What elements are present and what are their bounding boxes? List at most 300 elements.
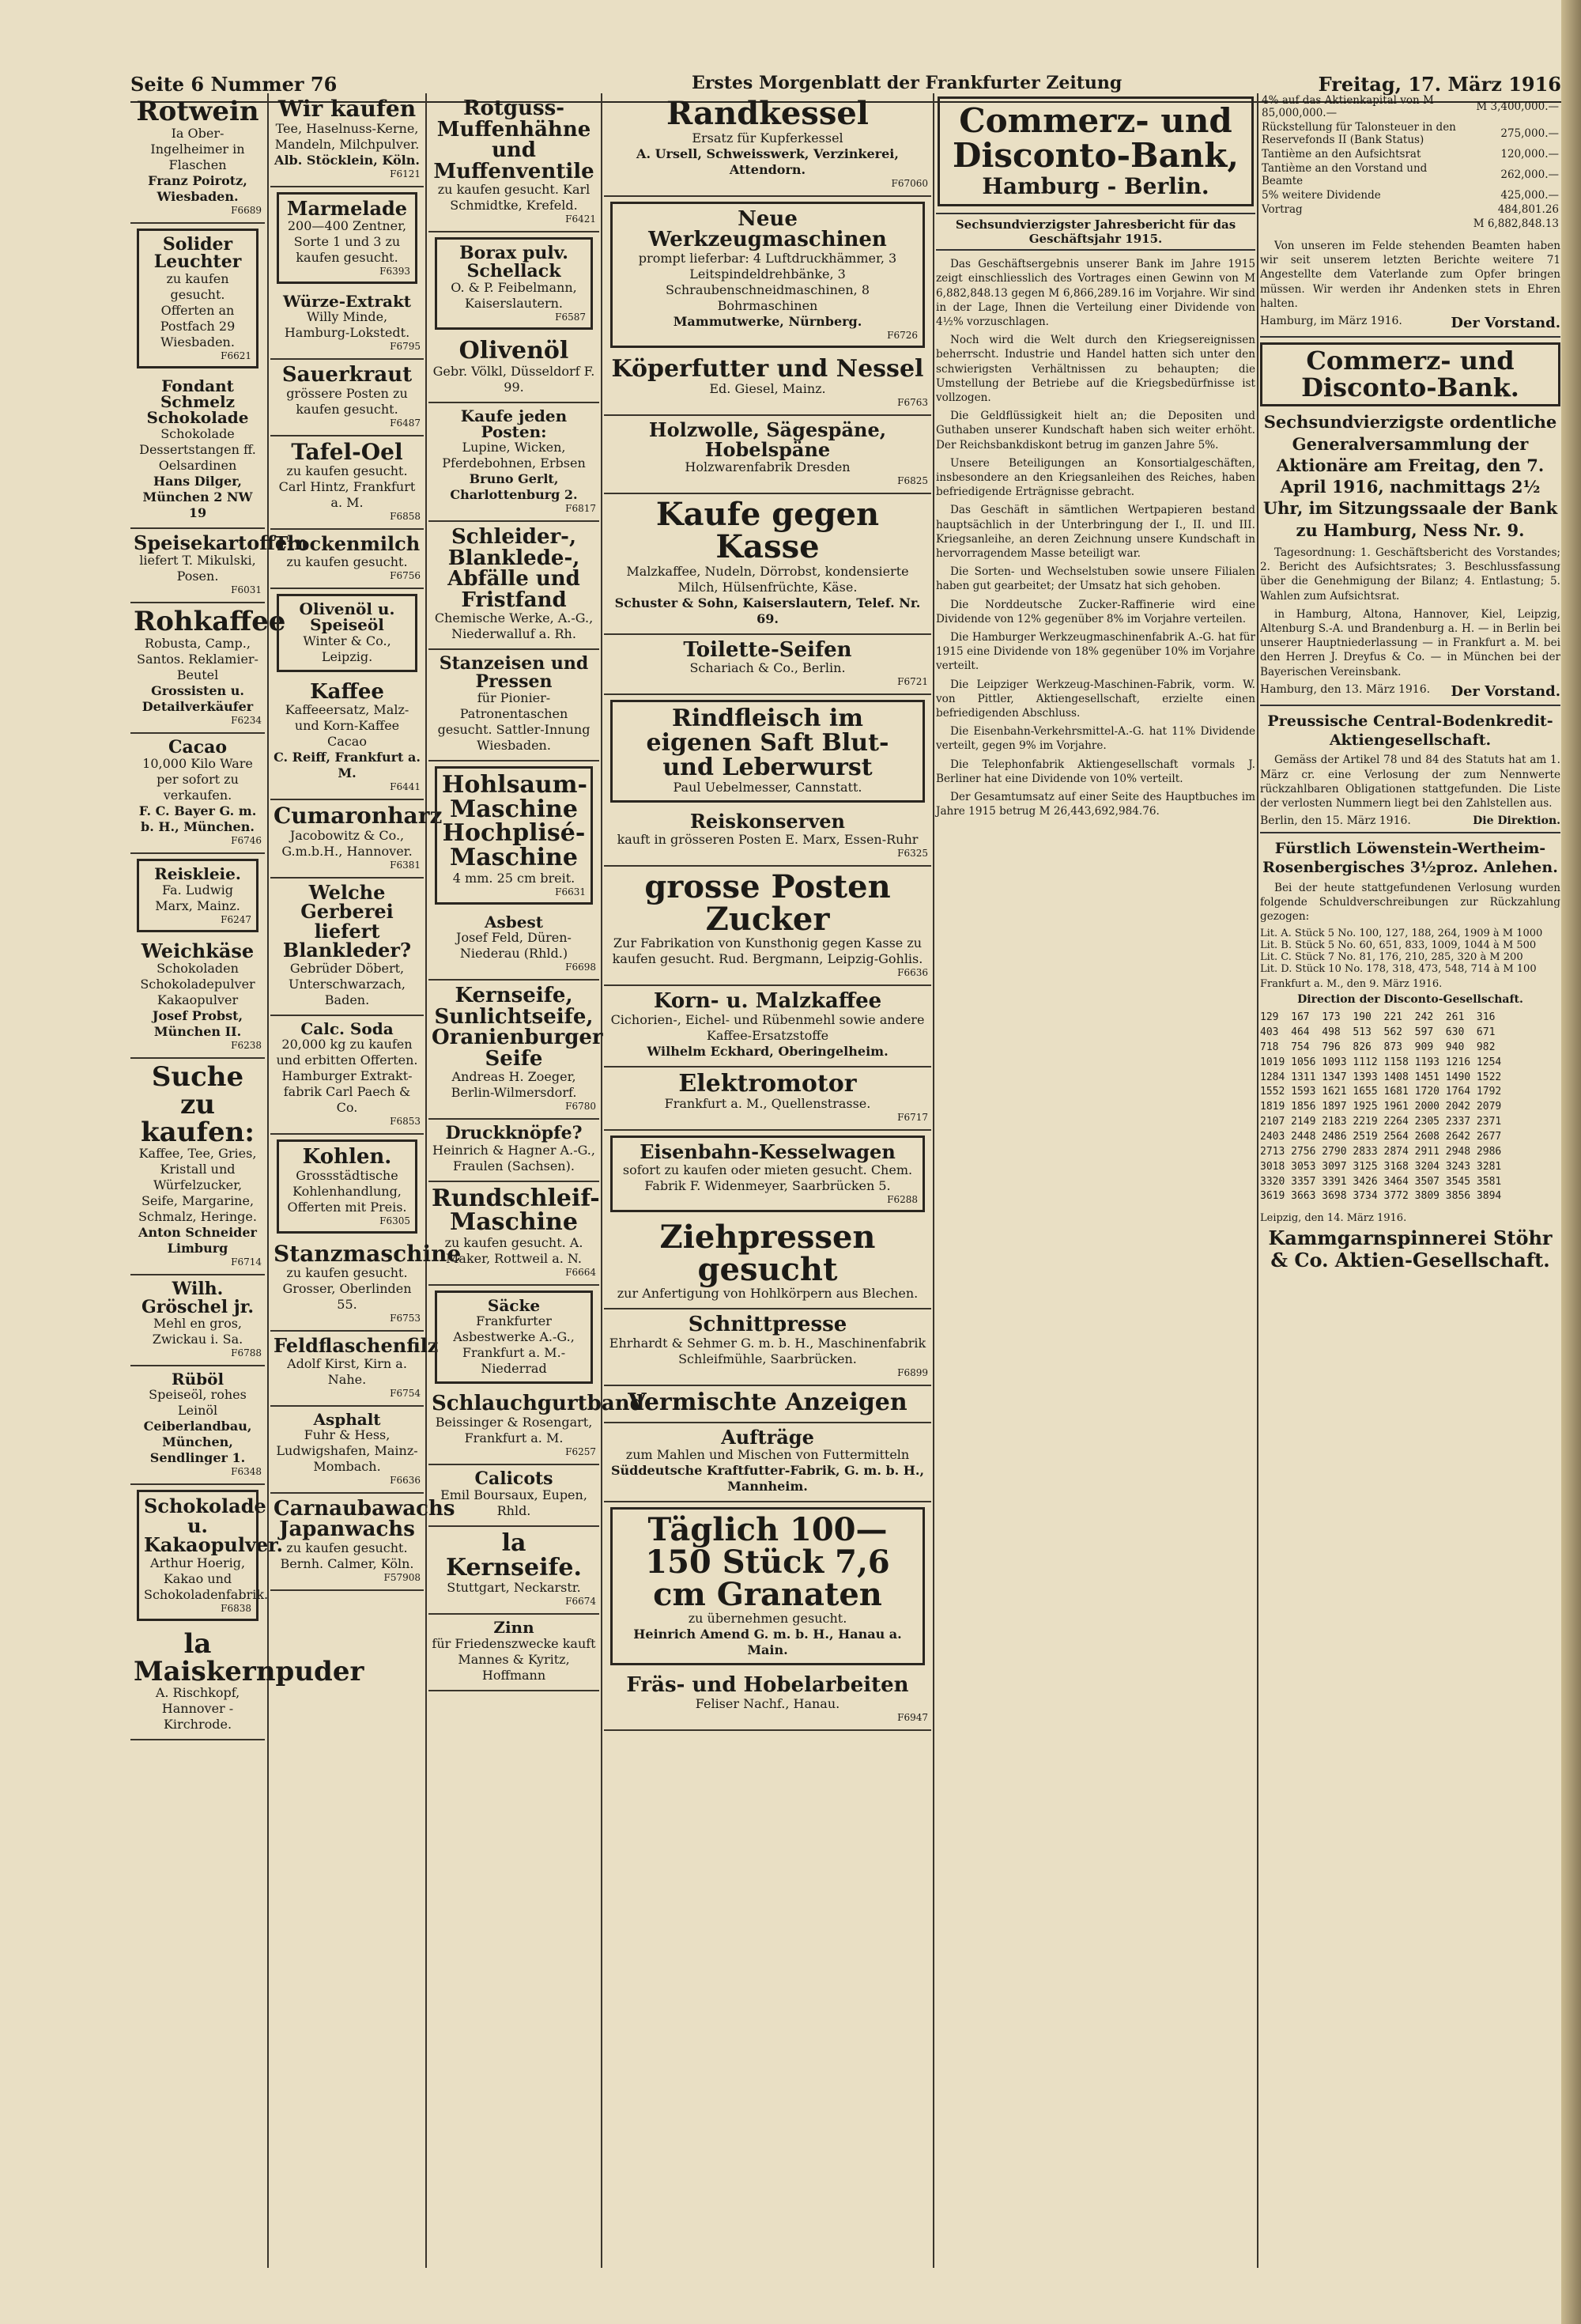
dividend-table — [1260, 93, 1560, 231]
ad-text: Chemische Werke, A.-G., Niederwalluf a. Rh. — [434, 610, 594, 642]
ad-text: kauft in grösseren Posten E. Marx, Essen-Ruhr — [617, 831, 919, 847]
ad-text: liefert T. Mikulski, Posen. — [139, 553, 256, 584]
ad-code: F67060 — [891, 177, 928, 189]
bank-report-heading: Sechsundvierzigster Jahresbericht für das Geschäftsjahr 1915. — [936, 213, 1255, 251]
ad-block — [604, 353, 931, 417]
ad-code: F6698 — [565, 962, 596, 973]
ad-heading: Fräs- und Hobelarbeiten — [626, 1673, 909, 1698]
ad-advertiser: Wilhelm Eckhard, Oberingelheim. — [647, 1043, 889, 1059]
ad-text: Gebrüder Döbert, Unterschwarzach, Baden. — [288, 960, 406, 1007]
ad-heading: la Kernseife. — [446, 1529, 582, 1581]
ad-block — [428, 1465, 599, 1527]
ad-text: Josef Feld, Düren-Niederau (Rhld.) — [456, 930, 572, 962]
ad-heading: Kaffee — [310, 679, 384, 704]
ad-block — [428, 93, 599, 232]
pcb-title: Preussische Central-Bodenkredit-Aktiengesellschaft. — [1267, 712, 1553, 749]
ad-block — [610, 1136, 925, 1211]
ad-block — [137, 1490, 283, 1620]
ad-heading: Druckknöpfe? — [445, 1123, 583, 1144]
ad-text: Paul Uebelmesser, Cannstatt. — [673, 780, 862, 795]
number-row: 3320 3357 3391 3426 3464 3507 3545 3581 — [1260, 1175, 1502, 1188]
ad-heading: Rindfleisch im eigenen Saft Blut- und Leberwurst — [646, 705, 889, 781]
ad-block — [428, 334, 599, 403]
ad-text: 10,000 Kilo Ware per sofort zu verkaufen. — [142, 756, 253, 803]
ad-text: zu kaufen gesucht. Karl Schmidtke, Krefeld. — [437, 182, 591, 214]
number-row: 129 167 173 190 221 242 261 316 — [1260, 1011, 1496, 1024]
number-row: 2403 2448 2486 2519 2564 2608 2642 2677 — [1260, 1130, 1502, 1143]
ad-text: Stuttgart, Neckarstr. — [447, 1580, 581, 1596]
ad-text: Schariach & Co., Berlin. — [689, 660, 846, 676]
ad-heading: Weichkäse — [141, 939, 255, 962]
ad-code: F6717 — [897, 1112, 928, 1124]
ad-heading: Aufträge — [721, 1425, 814, 1449]
ad-block — [270, 360, 424, 436]
ad-block — [277, 192, 417, 284]
ad-text: zu kaufen gesucht. Bernh. Calmer, Köln. — [280, 1540, 414, 1571]
ad-block — [604, 1670, 931, 1731]
ad-heading: Schokolade u. Kakaopulver. — [144, 1495, 283, 1557]
ad-heading: Eisenbahn-Kesselwagen — [640, 1140, 896, 1164]
ad-code: F6726 — [887, 329, 918, 341]
ad-block — [604, 1423, 931, 1502]
stohr-title: Kammgarnspinnerei Stöhr & Co. Aktien-Gesellschaft. — [1268, 1226, 1553, 1272]
number-row: 718 754 796 826 873 909 940 982 — [1260, 1041, 1496, 1053]
ad-heading: la Maiskernpuder — [134, 1627, 364, 1687]
report-paragraph: Die Leipziger Werkzeug-Maschinen-Fabrik, vorm. W. von Pittler, Aktiengesellschaft, erzielte einen befriedigenden Abschluss. — [936, 678, 1255, 720]
ad-code: F6381 — [390, 859, 421, 871]
ad-heading: Calc. Soda — [300, 1018, 394, 1038]
ad-text: Ehrhardt & Sehmer G. m. b. H., Maschinenfabrik Schleifmühle, Saarbrücken. — [609, 1336, 926, 1366]
ad-heading: Borax pulv. Schellack — [459, 243, 568, 282]
ad-block — [428, 522, 599, 650]
dividend-label — [1260, 217, 1472, 231]
report-place: Hamburg, im März 1916. — [1260, 315, 1402, 328]
bank-subtitle: Hamburg - Berlin. — [982, 173, 1209, 200]
ad-advertiser: Bruno Gerlt, Charlottenburg 2. — [450, 471, 578, 503]
ad-block — [270, 879, 424, 1016]
meeting-deposit-places: in Hamburg, Altona, Hannover, Kiel, Leipzig, Altenburg S.-A. und Brandenburg a. H. — in Berlin bei unserer Hauptniederlassung — in Frankfurt a. M. bei den Herren J. Dreyfus & Co. — in München bei der Bayerischen Vereinsbank. — [1260, 607, 1560, 678]
ad-block — [130, 734, 265, 854]
ad-block — [270, 93, 424, 187]
ad-heading: Wir kaufen — [277, 96, 417, 122]
ad-code: F6721 — [897, 676, 928, 688]
ad-heading: Korn- u. Malzkaffee — [653, 989, 882, 1014]
ad-code: F6788 — [231, 1347, 262, 1359]
bank-title: Commerz- und Disconto-Bank, — [953, 101, 1239, 176]
ad-advertiser: C. Reiff, Frankfurt a. M. — [274, 750, 421, 781]
notices-column — [1260, 93, 1560, 2276]
ad-text: zu kaufen gesucht. Offerten an Postfach 29 Wiesbaden. — [160, 270, 236, 350]
dividend-value: 425,000.— — [1500, 189, 1559, 202]
ad-block — [428, 1615, 599, 1691]
ad-heading: Olivenöl u. Speiseöl — [299, 599, 395, 635]
page-edge — [1561, 0, 1581, 2324]
ad-code: F6325 — [897, 847, 928, 859]
loan-row: Lit. C. Stück 7 No. 81, 176, 210, 285, 320 à M 200 — [1260, 951, 1523, 964]
loan-drawn-list — [1260, 928, 1560, 975]
loan-row: Lit. A. Stück 5 No. 100, 127, 188, 264, 1909 à M 1000 — [1260, 928, 1543, 940]
ad-block — [270, 1238, 462, 1332]
ad-text: Andreas H. Zoeger, Berlin-Wilmersdorf. — [451, 1069, 577, 1101]
ad-code: F6838 — [221, 1602, 251, 1614]
ad-advertiser: Ceiberlandbau, München, Sendlinger 1. — [143, 1419, 252, 1466]
number-row: 1284 1311 1347 1393 1408 1451 1490 1522 — [1260, 1071, 1502, 1083]
ad-text: Cichorien-, Eichel- und Rübenmehl sowie andere Kaffee-Ersatzstoffe — [610, 1011, 925, 1043]
meeting-announcement: Sechsundvierzigste ordentliche Generalversammlung der Aktionäre am Freitag, den 7. April 1916, nachmittags 2½ Uhr, im Sitzungssaale der Bank zu Hamburg, Ness Nr. 9. — [1262, 412, 1558, 540]
ad-text: für Pionier-Patronentaschen gesucht. Sattler-Innung Wiesbaden. — [437, 690, 591, 754]
ad-text: zum Mahlen und Mischen von Futtermitteln — [625, 1447, 910, 1463]
ad-code: F6234 — [231, 714, 262, 726]
ad-heading: Tafel-Oel — [291, 438, 403, 465]
report-paragraph: Der Gesamtumsatz auf einer Seite des Hauptbuches im Jahre 1915 betrug M 26,443,692,984.76. — [936, 791, 1255, 818]
ad-heading: Toilette-Seifen — [683, 637, 852, 662]
classified-column-3 — [428, 93, 644, 2276]
ad-text: O. & P. Feibelmann, Kaiserslautern. — [451, 279, 577, 311]
ad-block — [270, 1332, 439, 1406]
ad-heading: Rotwein — [136, 96, 259, 127]
ad-heading: Stanzeisen und Pressen — [439, 653, 589, 692]
ad-text: Beissinger & Rosengart, Frankfurt a. M. — [435, 1414, 593, 1445]
ad-text: Tee, Haselnuss-Kerne, Mandeln, Milchpulver. — [274, 120, 420, 152]
dividend-row — [1260, 217, 1560, 231]
ad-code: F57908 — [383, 1572, 421, 1583]
ad-heading: Kohlen. — [302, 1145, 392, 1170]
ad-text: Lupine, Wicken, Pferdebohnen, Erbsen — [442, 440, 586, 471]
ad-heading: Holzwolle, Sägespäne, Hobelspäne — [648, 418, 887, 461]
ad-block — [130, 1366, 265, 1485]
report-paragraph: Die Norddeutsche Zucker-Raffinerie wird eine Dividende von 12% gegenüber 8% im Vorjahre verteilen. — [936, 598, 1255, 625]
ad-advertiser: Josef Probst, München II. — [152, 1008, 243, 1040]
ad-text: Gebr. Völkl, Düsseldorf F. 99. — [432, 363, 595, 395]
ad-block — [270, 677, 424, 801]
ad-block — [130, 1275, 265, 1366]
ad-text: zu kaufen gesucht. Carl Hintz, Frankfurt a. M. — [278, 463, 416, 511]
ad-heading: Würze-Extrakt — [282, 292, 412, 312]
ad-advertiser: F. C. Bayer G. m. b. H., München. — [138, 803, 257, 835]
ad-block — [435, 237, 593, 330]
dividend-row — [1260, 147, 1560, 161]
ad-heading: Asphalt — [313, 1409, 381, 1429]
ad-block — [610, 1507, 925, 1665]
ad-heading: Ziehpressen gesucht — [659, 1218, 876, 1288]
ad-heading: Kernseife, Sunlichtseife, Oranienburger Seife — [432, 984, 603, 1071]
ad-text: Ed. Giesel, Mainz. — [709, 381, 826, 397]
pcb-place: Berlin, den 15. März 1916. — [1260, 814, 1411, 828]
ad-text: zu übernehmen gesucht. — [688, 1611, 847, 1627]
ad-block — [428, 1120, 599, 1181]
loan-place: Frankfurt a. M., den 9. März 1916. — [1260, 978, 1443, 991]
dividend-row — [1260, 120, 1560, 147]
ad-text: Fuhr & Hess, Ludwigshafen, Mainz-Mombach. — [276, 1427, 418, 1474]
ad-block — [270, 1494, 455, 1591]
ad-code: F6780 — [565, 1101, 596, 1113]
report-paragraph: Das Geschäftsergebnis unserer Bank im Jahre 1915 zeigt einschliesslich des Vortrages einen Gewinn von M 6,882,848.13 gegen M 6,866,289.16 im Vorjahre. Wir sind in der Lage, Ihnen die Verteilung einer Dividende von 4½% vorzuschlagen. — [936, 258, 1255, 328]
stohr-place: Leipzig, den 14. März 1916. — [1260, 1212, 1407, 1225]
loan-row: Lit. B. Stück 5 No. 60, 651, 833, 1009, 1044 à M 500 — [1260, 939, 1537, 952]
bank-report-column — [936, 93, 1255, 2276]
ad-text: 4 mm. 25 cm breit. — [452, 870, 575, 886]
ad-heading: Marmelade — [286, 196, 408, 220]
dividend-label: Vortrag — [1262, 203, 1303, 216]
ad-text: zu kaufen gesucht. A. Maker, Rottweil a. N. — [444, 1234, 583, 1266]
ad-block — [610, 700, 925, 803]
ad-block — [277, 1139, 417, 1234]
ad-block — [604, 93, 931, 197]
ad-advertiser: Süddeutsche Kraftfutter-Fabrik, G. m. b. H., Mannheim. — [610, 1463, 925, 1495]
ad-block — [428, 1389, 644, 1465]
dividend-row — [1260, 93, 1560, 120]
column-rule — [601, 93, 602, 2268]
ad-code: F6853 — [390, 1116, 421, 1128]
number-row: 2107 2149 2183 2219 2264 2305 2337 2371 — [1260, 1116, 1502, 1128]
tribute-text: Von unseren im Felde stehenden Beamten haben wir seit unserem letzten Berichte weitere 71 Angestellte dem Vaterlande zum Opfer bringen müssen. Wir werden ihr Andenken stets in Ehren halten. — [1260, 240, 1560, 310]
ad-code: F6756 — [390, 569, 421, 581]
ad-text: 20,000 kg zu kaufen und erbitten Offerten. Hamburger Extrakt-fabrik Carl Paech & Co. — [276, 1037, 418, 1116]
ad-heading: Sauerkraut — [281, 363, 413, 387]
ad-text: Jacobowitz & Co., G.m.b.H., Hannover. — [281, 827, 413, 859]
ad-text: Adolf Kirst, Kirn a. Nahe. — [287, 1355, 407, 1387]
ad-block — [270, 436, 424, 531]
ad-text: Arthur Hoerig, Kakao und Schokoladenfabrik. — [144, 1555, 269, 1602]
ad-heading: Suche zu kaufen: — [141, 1061, 255, 1148]
ad-heading: Rüböl — [171, 1370, 225, 1389]
ad-block — [428, 909, 599, 981]
ad-code: F6348 — [231, 1466, 262, 1478]
ad-block — [137, 859, 258, 931]
ad-heading: Vermischte Anzeigen — [628, 1389, 907, 1416]
header-masthead: Erstes Morgenblatt der Frankfurter Zeitung — [692, 73, 1123, 93]
dividend-label: 4% auf das Aktienkapital von M 85,000,000.— — [1262, 94, 1434, 119]
loan-text: Bei der heute stattgefundenen Verlosung wurden folgende Schuldverschreibungen zur Rückzahlung gezogen: — [1260, 881, 1560, 924]
ad-block — [610, 202, 925, 348]
ad-advertiser: Heinrich Amend G. m. b. H., Hanau a. Main. — [633, 1627, 902, 1658]
report-paragraph: Das Geschäft in sämtlichen Wertpapieren bestand hauptsächlich in der Unterbringung der I., II. und III. Kriegsanleihe, an deren Zeichnung unsere Kundschaft in hervorragendem Masse beteiligt war. — [936, 504, 1255, 561]
ad-text: zu kaufen gesucht. Grosser, Oberlinden 55. — [282, 1265, 412, 1313]
ad-text: Frankfurter Asbestwerke A.-G., Frankfurt a. M.-Niederrad — [453, 1313, 575, 1377]
ad-heading: Olivenöl — [458, 336, 569, 365]
ad-heading: Speisekartoffeln — [134, 531, 308, 554]
ad-code: F6636 — [897, 967, 928, 979]
column-rule — [267, 93, 269, 2268]
ad-heading: Täglich 100—150 Stück 7,6 cm Granaten — [645, 1511, 890, 1613]
ad-block — [428, 650, 599, 761]
ad-text: Schokolade Dessertstangen ff. Oelsardinen — [139, 425, 256, 473]
ad-heading: Rohkaffee — [134, 606, 286, 638]
ad-code: F6817 — [565, 503, 596, 515]
report-paragraph: Noch wird die Welt durch den Kriegsereignissen beherrscht. Industrie und Handel hatten sich unter den schwierigsten Verhältnissen zu behaupten; die Umstellung der Betriebe auf die Kriegsbedürfnisse ist vollzogen. — [936, 334, 1255, 405]
ad-text: Willy Minde, Hamburg-Lokstedt. — [284, 309, 410, 341]
classified-column-4 — [604, 93, 931, 2276]
ad-advertiser: Mammutwerke, Nürnberg. — [673, 313, 862, 329]
ad-block — [137, 229, 258, 368]
dividend-row — [1260, 202, 1560, 217]
ad-code: F6795 — [390, 341, 421, 353]
classified-column-2 — [270, 93, 462, 2276]
ad-heading: Hohlsaum-Maschine Hochplisé-Maschine — [442, 771, 587, 872]
ad-block — [435, 1290, 593, 1384]
ad-text: Holzwarenfabrik Dresden — [685, 459, 851, 475]
ad-code: F6754 — [390, 1387, 421, 1399]
ad-heading: Rundschleif-Maschine — [432, 1184, 600, 1237]
ad-heading: Trockenmilch — [274, 532, 421, 556]
ad-heading: Rotguss-Muffenhähne und Muffenventile — [433, 96, 594, 183]
ad-text: sofort zu kaufen oder mieten gesucht. Chem. Fabrik F. Widenmeyer, Saarbrücken 5. — [622, 1162, 913, 1193]
column-rule — [425, 93, 427, 2268]
ad-text: Frankfurt a. M., Quellenstrasse. — [664, 1096, 871, 1112]
ad-code: F6858 — [390, 511, 421, 523]
ad-block — [604, 416, 931, 494]
number-row: 1819 1856 1897 1925 1961 2000 2042 2079 — [1260, 1101, 1502, 1113]
ad-block — [428, 1182, 599, 1286]
ad-text: Robusta, Camp., Santos. Reklamier-Beutel — [137, 635, 258, 682]
ad-block — [604, 1309, 931, 1386]
drawn-numbers-table — [1260, 1011, 1560, 1204]
ad-code: F6689 — [231, 204, 262, 216]
ad-heading: Solider Leuchter — [153, 233, 242, 273]
ad-block — [270, 1016, 424, 1135]
ad-code: F6121 — [390, 168, 421, 179]
ad-code: F6753 — [390, 1313, 421, 1324]
ad-heading: Schleider-, Blanklede-, Abfälle und Fristfand — [447, 525, 580, 612]
ad-block — [277, 594, 417, 672]
ad-block — [130, 1626, 364, 1740]
ad-heading: Fondant Schmelz Schokolade — [146, 376, 249, 428]
column-rule — [933, 93, 934, 2268]
dividend-value: 484,801.26 — [1497, 203, 1559, 216]
meeting-board: Der Vorstand. — [1451, 682, 1560, 700]
ad-code: F6674 — [565, 1596, 596, 1608]
ad-text: Grossstädtische Kohlenhandlung, Offerten mit Preis. — [287, 1167, 407, 1215]
report-paragraph: Die Geldflüssigkeit hielt an; die Depositen und Guthaben unserer Kundschaft haben sich weiter erhöht. Der Reichsbankdiskont betrug im ganzen Jahre 5%. — [936, 410, 1255, 452]
ad-block — [604, 1217, 931, 1310]
ad-advertiser: Grossisten u. Detailverkäufer — [141, 682, 254, 714]
ad-heading: Kaufe jeden Posten: — [460, 406, 568, 441]
ad-heading: Reiskleie. — [154, 864, 241, 884]
dividend-label: 5% weitere Dividende — [1262, 189, 1381, 202]
ad-heading: Köperfutter und Nessel — [611, 354, 924, 383]
meeting-agenda: Tagesordnung: 1. Geschäftsbericht des Vorstandes; 2. Bericht des Aufsichtsrates; 3. Beschlussfassung über die Genehmigung der Bilanz; 4. Entlastung; 5. Wahlen zum Aufsichtsrat. — [1260, 546, 1560, 603]
meeting-place: Hamburg, den 13. März 1916. — [1260, 682, 1431, 696]
loan-title: Fürstlich Löwenstein-Wertheim-Rosenbergisches 3½proz. Anlehen. — [1262, 840, 1558, 876]
ad-block — [604, 867, 931, 987]
ad-code: F6746 — [231, 835, 262, 847]
ad-code: F6238 — [231, 1040, 262, 1052]
ad-block — [604, 1068, 931, 1132]
ad-text: Kaffeeersatz, Malz- und Korn-Kaffee Cacao — [285, 702, 409, 750]
ad-heading: Asbest — [485, 912, 543, 931]
ad-heading: Wilh. Gröschel jr. — [141, 1279, 255, 1317]
ad-heading: Stanzmaschine — [274, 1240, 462, 1267]
dividend-label: Rückstellung für Talonsteuer in den Reservefonds II (Bank Status) — [1262, 121, 1456, 146]
ad-text: Speiseöl, rohes Leinöl — [149, 1387, 247, 1419]
number-row: 2713 2756 2790 2833 2874 2911 2948 2986 — [1260, 1145, 1502, 1158]
ad-heading: grosse Posten Zucker — [644, 867, 891, 938]
ad-text: Heinrich & Hagner A.-G., Fraulen (Sachsen). — [432, 1142, 595, 1173]
ad-heading: Reiskonserven — [689, 810, 846, 833]
header-page-number: Seite 6 Nummer 76 — [130, 73, 338, 96]
report-paragraph: Die Eisenbahn-Verkehrsmittel-A.-G. hat 11% Dividende verteilt, gegen 9% im Vorjahre. — [936, 725, 1255, 753]
ad-block — [604, 494, 931, 635]
ad-heading: Calicots — [474, 1468, 553, 1489]
column-rule — [1257, 93, 1258, 2268]
ad-heading: Welche Gerberei liefert Blankleder? — [282, 880, 412, 962]
dividend-row — [1260, 161, 1560, 188]
number-row: 3018 3053 3097 3125 3168 3204 3243 3281 — [1260, 1160, 1502, 1173]
report-paragraph: Unsere Beteiligungen an Konsortialgeschäften, insbesondere an den Kriegsanleihen des Reiches, haben befriedigende Erträgnisse gebracht. — [936, 456, 1255, 499]
ad-heading: Elektromotor — [678, 1069, 857, 1098]
ad-text: Fa. Ludwig Marx, Mainz. — [155, 882, 240, 913]
ad-block — [604, 1386, 931, 1423]
ad-code: F6441 — [390, 781, 421, 793]
ad-code: F6621 — [221, 350, 251, 361]
ad-text: für Friedenszwecke kauft Mannes & Kyritz, Hoffmann — [432, 1635, 596, 1683]
ad-text: Emil Boursaux, Eupen, Rhld. — [440, 1487, 587, 1519]
report-paragraph: Die Telephonfabrik Aktiengesellschaft vormals J. Berliner hat eine Dividende von 10% verteilt. — [936, 758, 1255, 785]
ad-block — [604, 807, 931, 866]
ad-advertiser: Franz Poirotz, Wiesbaden. — [148, 172, 247, 204]
ad-code: F6825 — [897, 475, 928, 487]
ad-advertiser: Schuster & Sohn, Kaiserslautern, Telef. Nr. 69. — [614, 595, 921, 626]
ad-text: prompt lieferbar: 4 Luftdruckhämmer, 3 Leitspindeldrehbänke, 3 Schraubenschneidmaschinen, 8 Bohrmaschinen — [638, 250, 897, 313]
pcb-sign: Die Direktion. — [1473, 814, 1560, 828]
ad-heading: Feldflaschenfilz — [274, 1334, 439, 1358]
ad-heading: Kaufe gegen Kasse — [655, 496, 880, 566]
ad-block — [130, 603, 286, 734]
ad-block — [270, 530, 424, 588]
ad-block — [270, 800, 443, 879]
ad-heading: Randkessel — [666, 95, 869, 132]
dividend-label: Tantième an den Aufsichtsrat — [1262, 148, 1421, 161]
dividend-value: M 6,882,848.13 — [1473, 217, 1559, 230]
ad-heading: Neue Werkzeugmaschinen — [648, 206, 887, 252]
ad-text: Kaffee, Tee, Gries, Kristall und Würfelzucker, Seife, Margarine, Schmalz, Heringe. — [138, 1146, 257, 1225]
ad-code: F6421 — [565, 214, 596, 225]
ad-text: zu kaufen gesucht. — [286, 554, 408, 569]
dividend-value: M 3,400,000.— — [1476, 100, 1559, 113]
bank-report-text — [936, 257, 1255, 818]
ad-code: F6714 — [231, 1256, 262, 1268]
ad-code: F6487 — [390, 417, 421, 429]
ad-text: Ia Ober-Ingelheimer in Flaschen — [150, 125, 245, 172]
ad-code: F6288 — [887, 1193, 918, 1205]
ad-code: F6664 — [565, 1266, 596, 1278]
ad-heading: Zinn — [493, 1618, 534, 1638]
pcb-text: Gemäss der Artikel 78 und 84 des Statuts hat am 1. März cr. eine Verlosung der zum Nennwerte rückzahlbaren Obligationen stattgefunden. Die Liste der verlosten Nummern liegt bei den Zahlstellen aus. — [1260, 754, 1560, 810]
ad-block — [130, 937, 265, 1059]
report-paragraph: Die Sorten- und Wechselstuben sowie unsere Filialen haben gut gearbeitet; der Umsatz hat sich gehoben. — [936, 565, 1255, 593]
ad-block — [270, 1407, 424, 1494]
ad-text: A. Rischkopf, Hannover - Kirchrode. — [155, 1685, 240, 1733]
ad-advertiser: Hans Dilger, München 2 NW 19 — [142, 473, 253, 520]
ad-code: F6305 — [379, 1215, 410, 1226]
ad-code: F6031 — [231, 584, 262, 596]
ad-text: zur Anfertigung von Hohlkörpern aus Blechen. — [617, 1286, 919, 1302]
ad-advertiser: Alb. Stöcklein, Köln. — [274, 152, 420, 168]
ad-block — [428, 981, 603, 1120]
ad-code: F6587 — [555, 311, 586, 323]
number-row: 3619 3663 3698 3734 3772 3809 3856 3894 — [1260, 1190, 1502, 1203]
ad-code: F6947 — [897, 1711, 928, 1723]
ad-advertiser: A. Ursell, Schweisswerk, Verzinkerei, Attendorn. — [636, 145, 899, 177]
ad-block — [130, 1059, 265, 1275]
ad-text: Ersatz für Kupferkessel — [692, 130, 843, 145]
ad-text: Malzkaffee, Nudeln, Dörrobst, kondensierte Milch, Hülsenfrüchte, Käse. — [626, 563, 909, 595]
meeting-bank-title: Commerz- und Disconto-Bank. — [1301, 346, 1519, 402]
ad-heading: Cacao — [168, 736, 228, 758]
ad-code: F6636 — [390, 1474, 421, 1486]
ad-heading: Säcke — [487, 1295, 541, 1315]
ad-code: F6247 — [221, 913, 251, 925]
